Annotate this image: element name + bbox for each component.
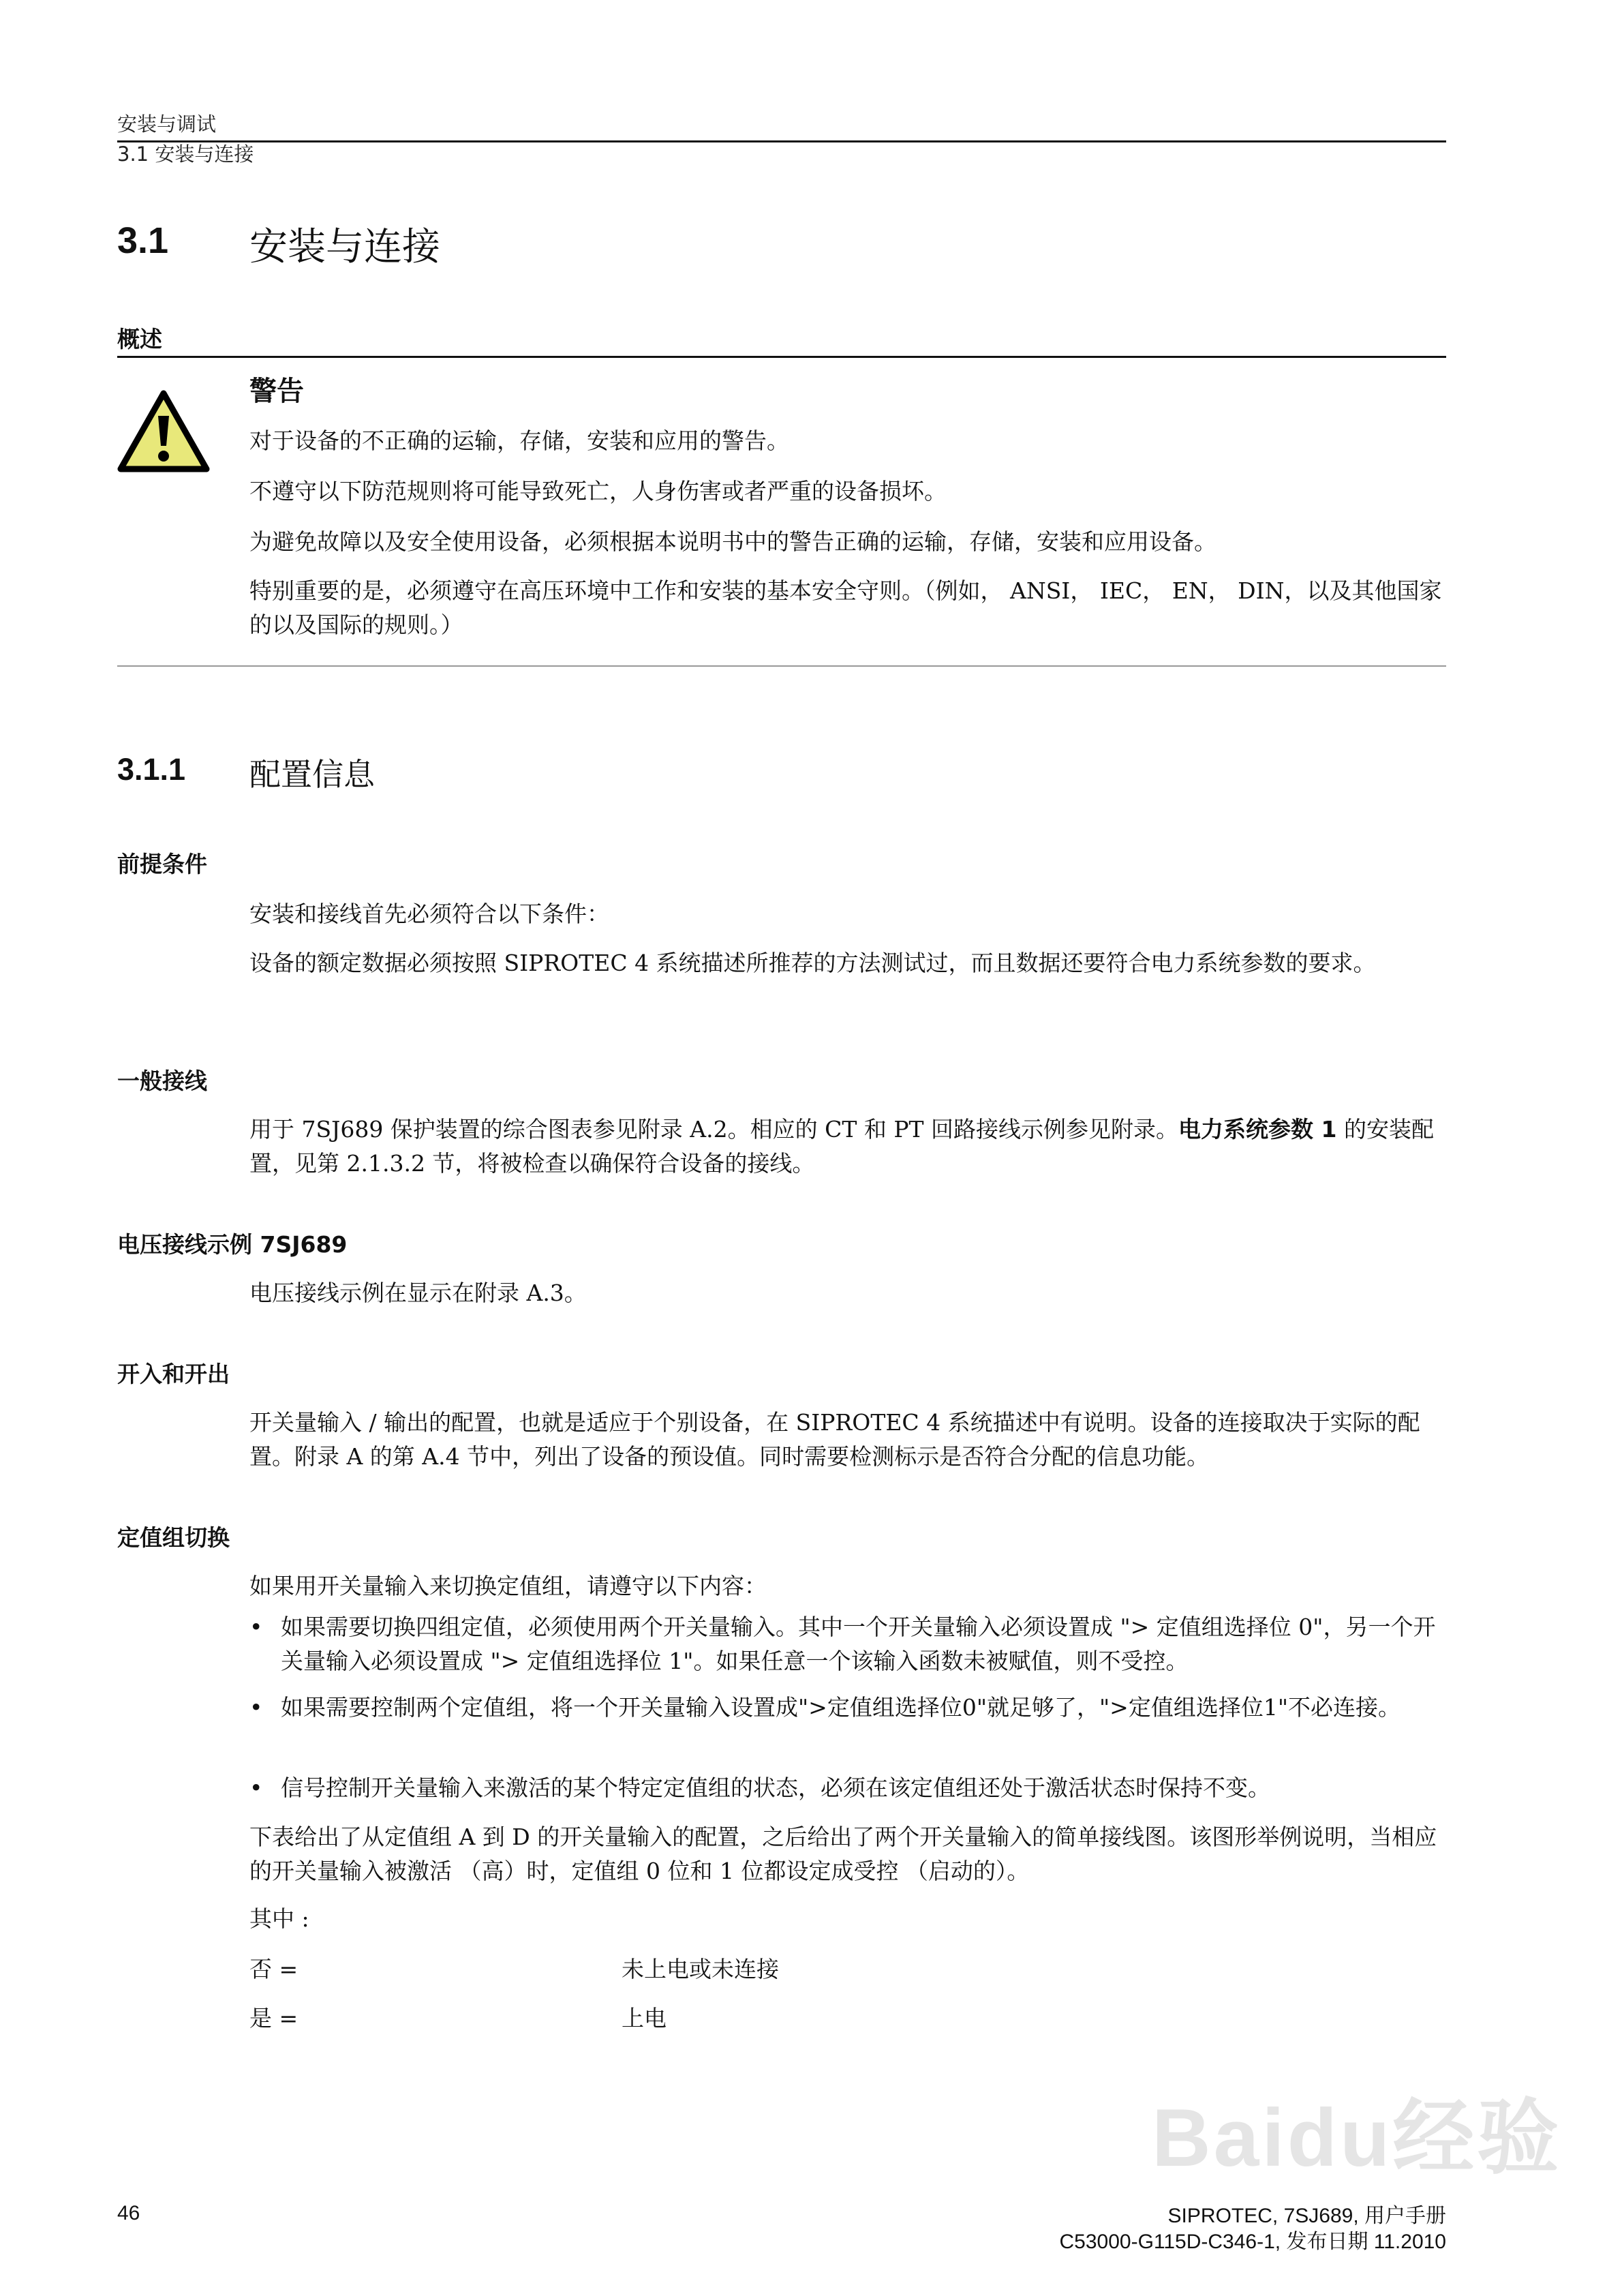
warning-line-2: 不遵守以下防范规则将可能导致死亡，人身伤害或者严重的设备损坏。 — [249, 478, 947, 504]
overview-rule — [117, 356, 1446, 358]
voltage-wiring-label: 电压接线示例 7SJ689 — [117, 1231, 348, 1258]
header-rule — [117, 140, 1446, 142]
def-term-yes: 是 = — [249, 2005, 299, 2031]
warning-end-rule — [117, 665, 1446, 667]
page-number: 46 — [117, 2202, 140, 2224]
def-term-no: 否 = — [249, 1956, 299, 1982]
general-wiring-text-b: 的安装配置，见第 2.1.3.2 节，将被检查以确保符合设备的接线。 — [249, 1116, 1434, 1177]
binary-io-p1: 开关量输入 / 输出的配置，也就是适应于个别设备，在 SIPROTEC 4 系统描述中有说明。设备的连接取决于实际的配置。附录 A 的第 A.4 节中，列出了设备的预设值。同时需要检测标示是否符合分配的信息功能。 — [249, 1409, 1420, 1470]
warning-title: 警告 — [249, 376, 304, 407]
baidu-watermark: Baidu经验 — [1152, 2092, 1562, 2184]
overview-label: 概述 — [117, 326, 162, 352]
prerequisites-p2: 设备的额定数据必须按照 SIPROTEC 4 系统描述所推荐的方法测试过，而且数据还要符合电力系统参数的要求。 — [249, 950, 1376, 976]
running-header-chapter: 安装与调试 — [117, 112, 217, 136]
prerequisites-p1: 安装和接线首先必须符合以下条件： — [249, 901, 609, 927]
section-title: 安装与连接 — [249, 225, 440, 269]
bullet-marker-1: • — [249, 1614, 263, 1640]
subsection-number: 3.1.1 — [117, 752, 186, 787]
voltage-wiring-p1: 电压接线示例在显示在附录 A.3。 — [249, 1280, 587, 1306]
section-number: 3.1 — [117, 220, 169, 261]
general-wiring-text-a: 用于 7SJ689 保护装置的综合图表参见附录 A.2。相应的 CT 和 PT 回路接线示例参见附录。 — [249, 1116, 1179, 1143]
warning-triangle-icon — [117, 390, 210, 473]
setting-group-label: 定值组切换 — [117, 1524, 230, 1551]
general-wiring-label: 一般接线 — [117, 1068, 207, 1094]
def-desc-yes: 上电 — [622, 2005, 667, 2031]
general-wiring-p1 — [249, 1113, 1446, 1181]
warning-line-1: 对于设备的不正确的运输，存储，安装和应用的警告。 — [249, 427, 789, 454]
setting-group-intro: 如果用开关量输入来切换定值组，请遵守以下内容： — [249, 1573, 767, 1599]
subsection-title: 配置信息 — [249, 756, 375, 793]
setting-group-bullet-3: 信号控制开关量输入来激活的某个特定定值组的状态，必须在该定值组还处于激活状态时保持不变。 — [281, 1774, 1270, 1801]
running-header-section: 3.1 安装与连接 — [117, 142, 254, 166]
where-label: 其中 : — [249, 1905, 309, 1932]
prerequisites-label: 前提条件 — [117, 851, 207, 877]
footer-line-2: C53000-G115D-C346-1, 发布日期 11.2010 — [1059, 2231, 1446, 2253]
setting-group-bullet-2: 如果需要控制两个定值组，将一个开关量输入设置成">定值组选择位0"就足够了，">定值组选择位1"不必连接。 — [281, 1694, 1401, 1721]
general-wiring-bold: 电力系统参数 1 — [1178, 1116, 1337, 1143]
setting-group-bullet-1: 如果需要切换四组定值，必须使用两个开关量输入。其中一个开关量输入必须设置成 "> 定值组选择位 0"，另一个开关量输入必须设置成 "> 定值组选择位 1"。如果任意一个该输入函数未被赋值，则不受控。 — [281, 1614, 1436, 1674]
warning-line-4: 特别重要的是，必须遵守在高压环境中工作和安装的基本安全守则。（例如， ANSI， IEC， EN， DIN，以及其他国家的以及国际的规则。） — [249, 577, 1442, 638]
binary-io-label: 开入和开出 — [117, 1361, 230, 1387]
bullet-marker-2: • — [249, 1694, 263, 1721]
footer-line-1: SIPROTEC, 7SJ689, 用户手册 — [1167, 2205, 1446, 2227]
warning-line-3: 为避免故障以及安全使用设备，必须根据本说明书中的警告正确的运输，存储，安装和应用设备。 — [249, 528, 1216, 555]
setting-group-after: 下表给出了从定值组 A 到 D 的开关量输入的配置，之后给出了两个开关量输入的简单接线图。该图形举例说明，当相应的开关量输入被激活 （高）时，定值组 0 位和 1 位都设定成受控 （启动的）。 — [249, 1824, 1437, 1884]
bullet-marker-3: • — [249, 1774, 263, 1801]
def-desc-no: 未上电或未连接 — [622, 1956, 779, 1982]
